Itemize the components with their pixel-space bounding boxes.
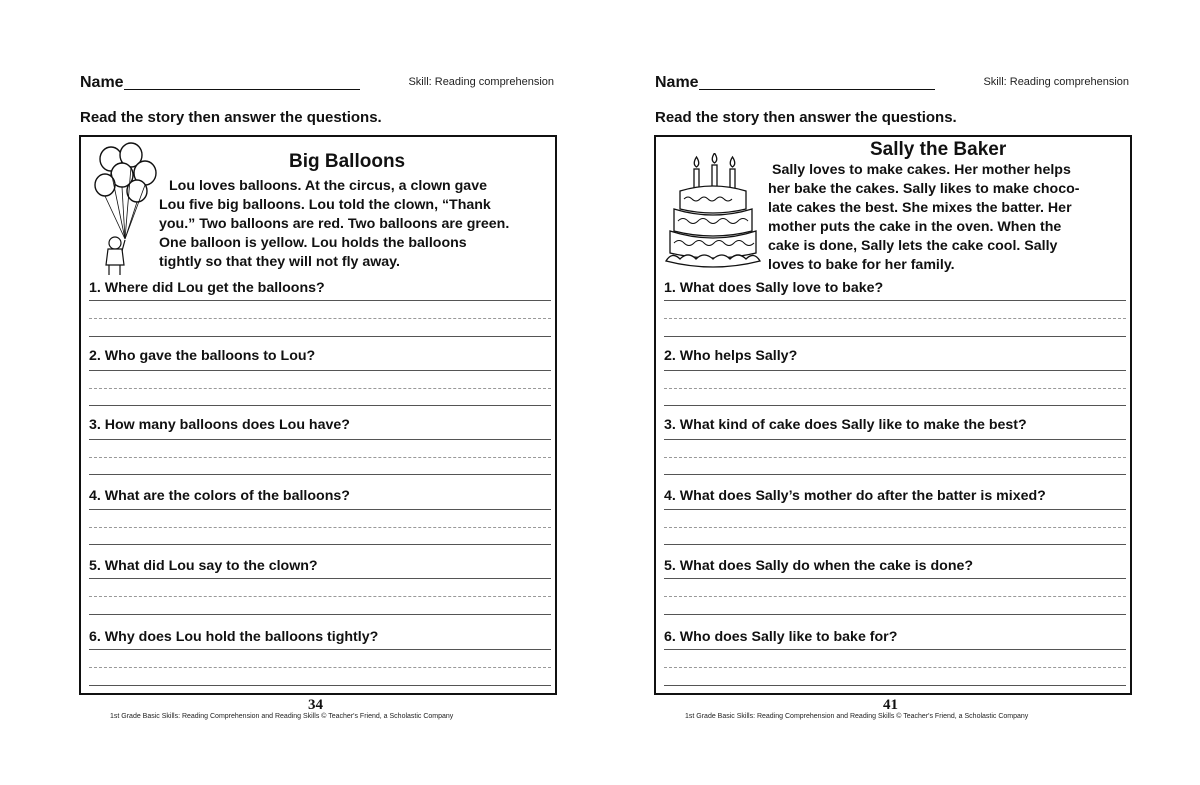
- answer-line[interactable]: [664, 578, 1126, 579]
- answer-line[interactable]: [89, 474, 551, 475]
- answer-line[interactable]: [89, 405, 551, 406]
- answer-line[interactable]: [89, 370, 551, 371]
- answer-line[interactable]: [664, 649, 1126, 650]
- answer-line[interactable]: [664, 439, 1126, 440]
- instructions: Read the story then answer the questions.: [80, 109, 382, 126]
- copyright-footer: 1st Grade Basic Skills: Reading Comprehension and Reading Skills © Teacher's Friend, a Scholastic Company: [685, 713, 1029, 720]
- name-blank-line[interactable]: [124, 89, 360, 90]
- story-line: late cakes the best. She mixes the batter. Her: [768, 200, 1072, 216]
- answer-guide-line: [664, 388, 1126, 389]
- answer-guide-line: [89, 457, 551, 458]
- question-6: 6. Who does Sally like to bake for?: [664, 629, 898, 645]
- answer-line[interactable]: [664, 405, 1126, 406]
- story-line: her bake the cakes. Sally likes to make choco-: [768, 181, 1080, 197]
- worksheet-sally-the-baker: [575, 0, 1175, 785]
- balloons-child-icon: [93, 141, 159, 279]
- worksheet-frame: [654, 135, 1132, 695]
- answer-line[interactable]: [89, 544, 551, 545]
- answer-line[interactable]: [664, 614, 1126, 615]
- answer-line[interactable]: [89, 649, 551, 650]
- answer-guide-line: [664, 318, 1126, 319]
- answer-line[interactable]: [89, 509, 551, 510]
- story-line: Sally loves to make cakes. Her mother helps: [772, 162, 1071, 178]
- answer-line[interactable]: [89, 685, 551, 686]
- question-5: 5. What did Lou say to the clown?: [89, 558, 318, 574]
- answer-line[interactable]: [664, 544, 1126, 545]
- answer-line[interactable]: [89, 614, 551, 615]
- answer-guide-line: [89, 388, 551, 389]
- answer-line[interactable]: [89, 578, 551, 579]
- question-4: 4. What does Sally’s mother do after the batter is mixed?: [664, 488, 1046, 504]
- answer-line[interactable]: [89, 336, 551, 337]
- question-2: 2. Who helps Sally?: [664, 348, 798, 364]
- question-3: 3. What kind of cake does Sally like to make the best?: [664, 417, 1027, 433]
- story-line: Lou loves balloons. At the circus, a clown gave: [169, 178, 487, 194]
- page-number: 34: [308, 697, 323, 713]
- answer-guide-line: [89, 527, 551, 528]
- name-label: Name: [655, 74, 699, 91]
- question-6: 6. Why does Lou hold the balloons tightly?: [89, 629, 379, 645]
- answer-guide-line: [89, 667, 551, 668]
- answer-guide-line: [89, 596, 551, 597]
- story-line: Lou five big balloons. Lou told the clown, “Thank: [159, 197, 491, 213]
- page-number: 41: [883, 697, 898, 713]
- answer-guide-line: [664, 527, 1126, 528]
- story-title: Sally the Baker: [870, 139, 1007, 160]
- story-line: mother puts the cake in the oven. When the: [768, 219, 1062, 235]
- answer-guide-line: [664, 596, 1126, 597]
- name-row: [655, 74, 1135, 96]
- answer-line[interactable]: [89, 300, 551, 301]
- question-5: 5. What does Sally do when the cake is done?: [664, 558, 974, 574]
- answer-guide-line: [664, 667, 1126, 668]
- name-blank-line[interactable]: [699, 89, 935, 90]
- answer-line[interactable]: [664, 300, 1126, 301]
- birthday-cake-icon: [664, 153, 762, 273]
- story-line: One balloon is yellow. Lou holds the balloons: [159, 235, 467, 251]
- answer-guide-line: [89, 318, 551, 319]
- story-line: tightly so that they will not fly away.: [159, 254, 400, 270]
- question-1: 1. Where did Lou get the balloons?: [89, 280, 325, 296]
- copyright-footer: 1st Grade Basic Skills: Reading Comprehension and Reading Skills © Teacher's Friend, a Scholastic Company: [110, 713, 454, 720]
- name-row: [80, 74, 560, 96]
- story-line: cake is done, Sally lets the cake cool. Sally: [768, 238, 1058, 254]
- skill-label: Skill: Reading comprehension: [408, 76, 554, 88]
- answer-line[interactable]: [664, 336, 1126, 337]
- question-2: 2. Who gave the balloons to Lou?: [89, 348, 316, 364]
- story-line: loves to bake for her family.: [768, 257, 955, 273]
- worksheet-frame: [79, 135, 557, 695]
- story-title: Big Balloons: [289, 151, 406, 172]
- answer-guide-line: [664, 457, 1126, 458]
- name-label: Name: [80, 74, 124, 91]
- answer-line[interactable]: [664, 509, 1126, 510]
- story-line: you.” Two balloons are red. Two balloons are green.: [159, 216, 510, 232]
- question-3: 3. How many balloons does Lou have?: [89, 417, 350, 433]
- question-4: 4. What are the colors of the balloons?: [89, 488, 350, 504]
- answer-line[interactable]: [89, 439, 551, 440]
- instructions: Read the story then answer the questions.: [655, 109, 957, 126]
- skill-label: Skill: Reading comprehension: [983, 76, 1129, 88]
- answer-line[interactable]: [664, 370, 1126, 371]
- answer-line[interactable]: [664, 685, 1126, 686]
- question-1: 1. What does Sally love to bake?: [664, 280, 884, 296]
- answer-line[interactable]: [664, 474, 1126, 475]
